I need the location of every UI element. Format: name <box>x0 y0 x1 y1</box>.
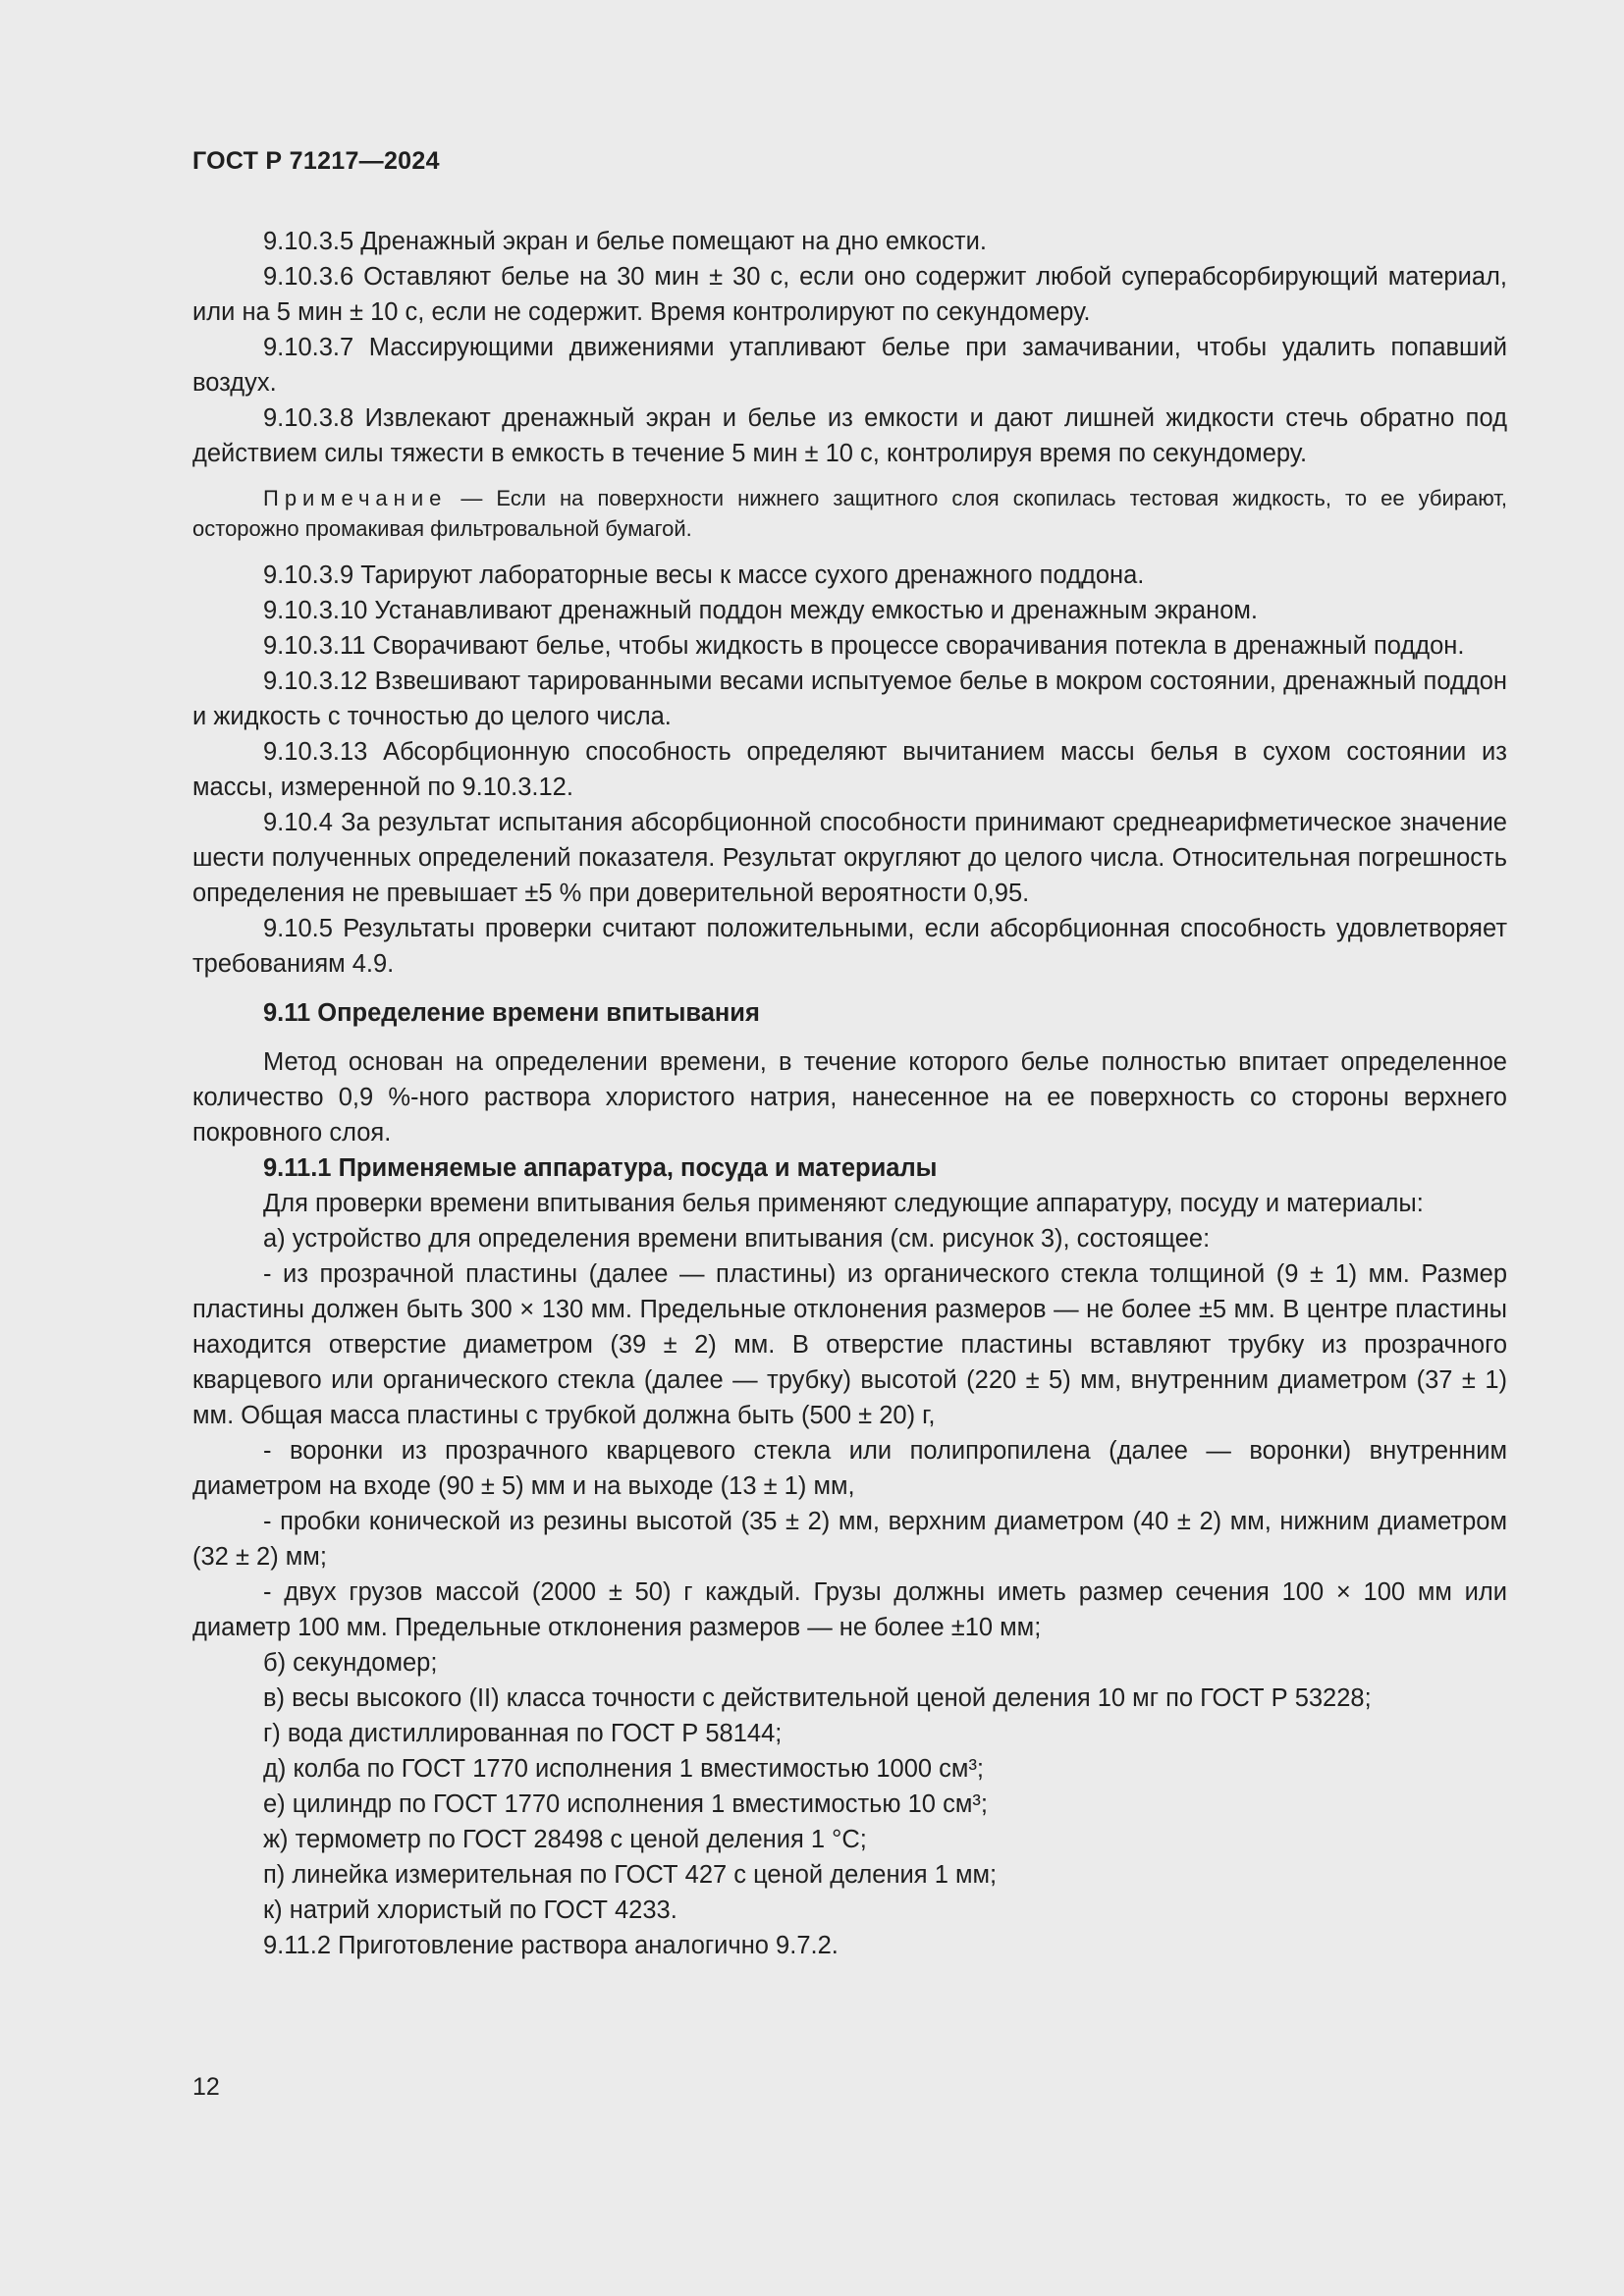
paragraph-9-10-3-12: 9.10.3.12 Взвешивают тарированными весами испытуемое белье в мокром состоянии, дренажный поддон и жидкость с точностью до целого числа. <box>192 667 1507 730</box>
paragraph-9-10-3-13: 9.10.3.13 Абсорбционную способность определяют вычитанием массы белья в сухом состоянии из массы, измеренной по 9.10.3.12. <box>192 738 1507 801</box>
list-subitem-weights: - двух грузов массой (2000 ± 50) г каждый. Грузы должны иметь размер сечения 100 × 100 мм или диаметр 100 мм. Предельные отклонения размеров — не более ±10 мм; <box>192 1578 1507 1641</box>
list-item-e: е) цилиндр по ГОСТ 1770 исполнения 1 вместимостью 10 см³; <box>263 1790 988 1818</box>
paragraph-9-10-3-6: 9.10.3.6 Оставляют белье на 30 мин ± 30 с, если оно содержит любой суперабсорбирующий материал, или на 5 мин ± 10 с, если не содержит. Время контролируют по секундомеру. <box>192 263 1507 326</box>
page-number: 12 <box>192 2073 220 2101</box>
note-block <box>192 483 1507 544</box>
paragraph-method: Метод основан на определении времени, в течение которого белье полностью впитает определенное количество 0,9 %-ного раствора хлористого натрия, нанесенное на ее поверхность со стороны верхнего покровного слоя. <box>192 1048 1507 1147</box>
paragraph-9-10-3-11: 9.10.3.11 Сворачивают белье, чтобы жидкость в процессе сворачивания потекла в дренажный поддон. <box>263 632 1465 660</box>
list-item-b: б) секундомер; <box>263 1649 438 1677</box>
paragraph-9-10-3-10: 9.10.3.10 Устанавливают дренажный поддон между емкостью и дренажным экраном. <box>263 597 1259 624</box>
list-item-p: п) линейка измерительная по ГОСТ 427 с ценой деления 1 мм; <box>263 1861 998 1889</box>
paragraph-9-11-2: 9.11.2 Приготовление раствора аналогично 9.7.2. <box>263 1932 839 1959</box>
paragraph-equipment-intro: Для проверки времени впитывания белья применяют следующие аппаратуру, посуду и материалы: <box>263 1190 1424 1217</box>
section-heading-9-11: 9.11 Определение времени впитывания <box>263 999 760 1027</box>
note-text: — Если на поверхности нижнего защитного слоя скопилась тестовая жидкость, то ее убирают, осторожно промакивая фильтровальной бумагой. <box>192 486 1507 541</box>
subsection-heading-9-11-1: 9.11.1 Применяемые аппаратура, посуда и материалы <box>263 1154 938 1182</box>
list-subitem-funnel: - воронки из прозрачного кварцевого стекла или полипропилена (далее — воронки) внутренним диаметром на входе (90 ± 5) мм и на выходе (13 ± 1) мм, <box>192 1437 1507 1500</box>
paragraph-9-10-3-9: 9.10.3.9 Тарируют лабораторные весы к массе сухого дренажного поддона. <box>263 561 1145 589</box>
list-item-zh: ж) термометр по ГОСТ 28498 с ценой деления 1 °С; <box>263 1826 867 1853</box>
list-item-v: в) весы высокого (II) класса точности с действительной ценой деления 10 мг по ГОСТ Р 53228; <box>263 1684 1372 1712</box>
list-item-d: д) колба по ГОСТ 1770 исполнения 1 вместимостью 1000 см³; <box>263 1755 985 1783</box>
paragraph-9-10-4: 9.10.4 За результат испытания абсорбционной способности принимают среднеарифметическое значение шести полученных определений показателя. Результат округляют до целого числа. Относительная погрешность определения не превышает ±5 % при доверительной вероятности 0,95. <box>192 809 1507 907</box>
paragraph-9-10-3-7: 9.10.3.7 Массирующими движениями утапливают белье при замачивании, чтобы удалить попавший воздух. <box>192 334 1507 397</box>
paragraph-9-10-3-8: 9.10.3.8 Извлекают дренажный экран и белье из емкости и дают лишней жидкости стечь обратно под действием силы тяжести в емкость в течение 5 мин ± 10 с, контролируя время по секундомеру. <box>192 404 1507 467</box>
paragraph-9-10-3-5: 9.10.3.5 Дренажный экран и белье помещают на дно емкости. <box>263 228 987 255</box>
list-item-k: к) натрий хлористый по ГОСТ 4233. <box>263 1896 677 1924</box>
document-body <box>192 224 1507 1963</box>
note-label: Примечание <box>263 486 448 510</box>
document-number-header: ГОСТ Р 71217—2024 <box>192 147 440 175</box>
list-subitem-stopper: - пробки конической из резины высотой (35 ± 2) мм, верхним диаметром (40 ± 2) мм, нижним диаметром (32 ± 2) мм; <box>192 1508 1507 1571</box>
list-item-a: а) устройство для определения времени впитывания (см. рисунок 3), состоящее: <box>263 1225 1211 1253</box>
list-subitem-plate: - из прозрачной пластины (далее — пластины) из органического стекла толщиной (9 ± 1) мм. Размер пластины должен быть 300 × 130 мм. Предельные отклонения размеров — не более ±5 мм. В центре пластины находится отверстие диаметром (39 ± 2) мм. В отверстие пластины вставляют трубку из прозрачного кварцевого или органического стекла (далее — трубку) высотой (220 ± 5) мм, внутренним диаметром (37 ± 1) мм. Общая масса пластины с трубкой должна быть (500 ± 20) г, <box>192 1260 1507 1429</box>
list-item-g: г) вода дистиллированная по ГОСТ Р 58144; <box>263 1720 783 1747</box>
paragraph-9-10-5: 9.10.5 Результаты проверки считают положительными, если абсорбционная способность удовлетворяет требованиям 4.9. <box>192 915 1507 978</box>
